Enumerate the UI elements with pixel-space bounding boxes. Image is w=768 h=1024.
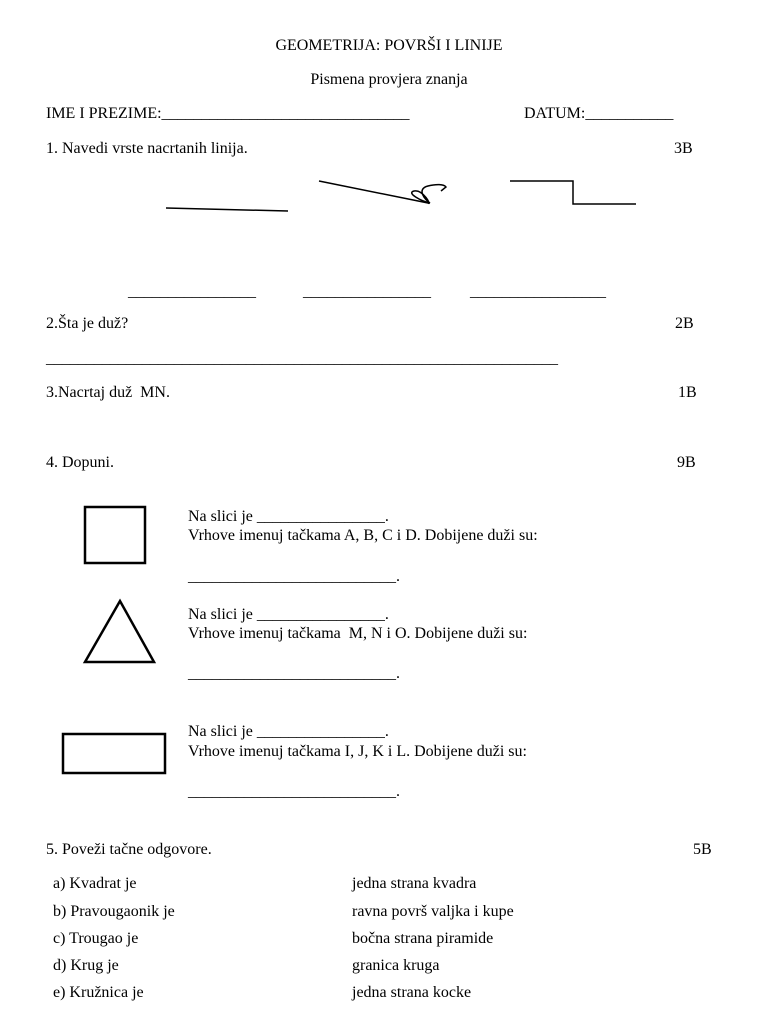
square-fill-line[interactable]: Na slici je ________________. <box>188 508 389 525</box>
question-3-text: 3.Nacrtaj duž MN. <box>46 384 170 401</box>
match-left-item: e) Kružnica je <box>53 984 144 1001</box>
question-4-points: 9B <box>677 454 696 471</box>
rectangle-answer-line[interactable]: __________________________. <box>188 783 400 800</box>
rectangle-fill-line[interactable]: Na slici je ________________. <box>188 723 389 740</box>
name-field[interactable]: IME I PREZIME:_______________________________ <box>46 105 410 122</box>
square-instruction: Vrhove imenuj tačkama A, B, C i D. Dobijene duži su: <box>188 527 538 544</box>
question-2-points: 2B <box>675 315 694 332</box>
broken-line-drawing <box>510 181 636 204</box>
answer-blank-3[interactable]: _________________ <box>470 283 606 300</box>
straight-line-drawing <box>166 208 288 211</box>
match-right-item: bočna strana piramide <box>352 930 494 947</box>
date-field[interactable]: DATUM:___________ <box>524 105 674 122</box>
question-5-points: 5B <box>693 841 712 858</box>
match-left-item: d) Krug je <box>53 957 119 974</box>
square-answer-line[interactable]: __________________________. <box>188 568 400 585</box>
question-5-text: 5. Poveži tačne odgovore. <box>46 841 212 858</box>
rectangle-shape <box>63 734 165 773</box>
question-2-text: 2.Šta je duž? <box>46 315 129 332</box>
match-left-item: c) Trougao je <box>53 930 139 947</box>
match-left-item: b) Pravougaonik je <box>53 903 175 920</box>
match-right-item: ravna površ valjka i kupe <box>352 903 514 920</box>
page-title: GEOMETRIJA: POVRŠI I LINIJE <box>275 37 503 54</box>
triangle-fill-line[interactable]: Na slici je ________________. <box>188 606 389 623</box>
wavy-line-drawing <box>319 181 446 203</box>
match-right-item: granica kruga <box>352 957 440 974</box>
triangle-answer-line[interactable]: __________________________. <box>188 665 400 682</box>
answer-blank-2[interactable]: ________________ <box>303 283 431 300</box>
page-subtitle: Pismena provjera znanja <box>310 71 468 88</box>
square-shape <box>85 507 145 563</box>
answer-blank-1[interactable]: ________________ <box>128 283 256 300</box>
match-right-item: jedna strana kocke <box>352 984 472 1001</box>
match-left-item: a) Kvadrat je <box>53 875 137 892</box>
question-3-points: 1B <box>678 384 697 401</box>
rectangle-instruction: Vrhove imenuj tačkama I, J, K i L. Dobijene duži su: <box>188 743 527 760</box>
triangle-shape <box>85 601 154 662</box>
question-1-text: 1. Navedi vrste nacrtanih linija. <box>46 140 248 157</box>
question-1-points: 3B <box>674 140 693 157</box>
question-4-text: 4. Dopuni. <box>46 454 114 471</box>
triangle-instruction: Vrhove imenuj tačkama M, N i O. Dobijene duži su: <box>188 625 528 642</box>
answer-line[interactable]: ________________________________________________________________ <box>46 350 558 367</box>
match-right-item: jedna strana kvadra <box>352 875 477 892</box>
